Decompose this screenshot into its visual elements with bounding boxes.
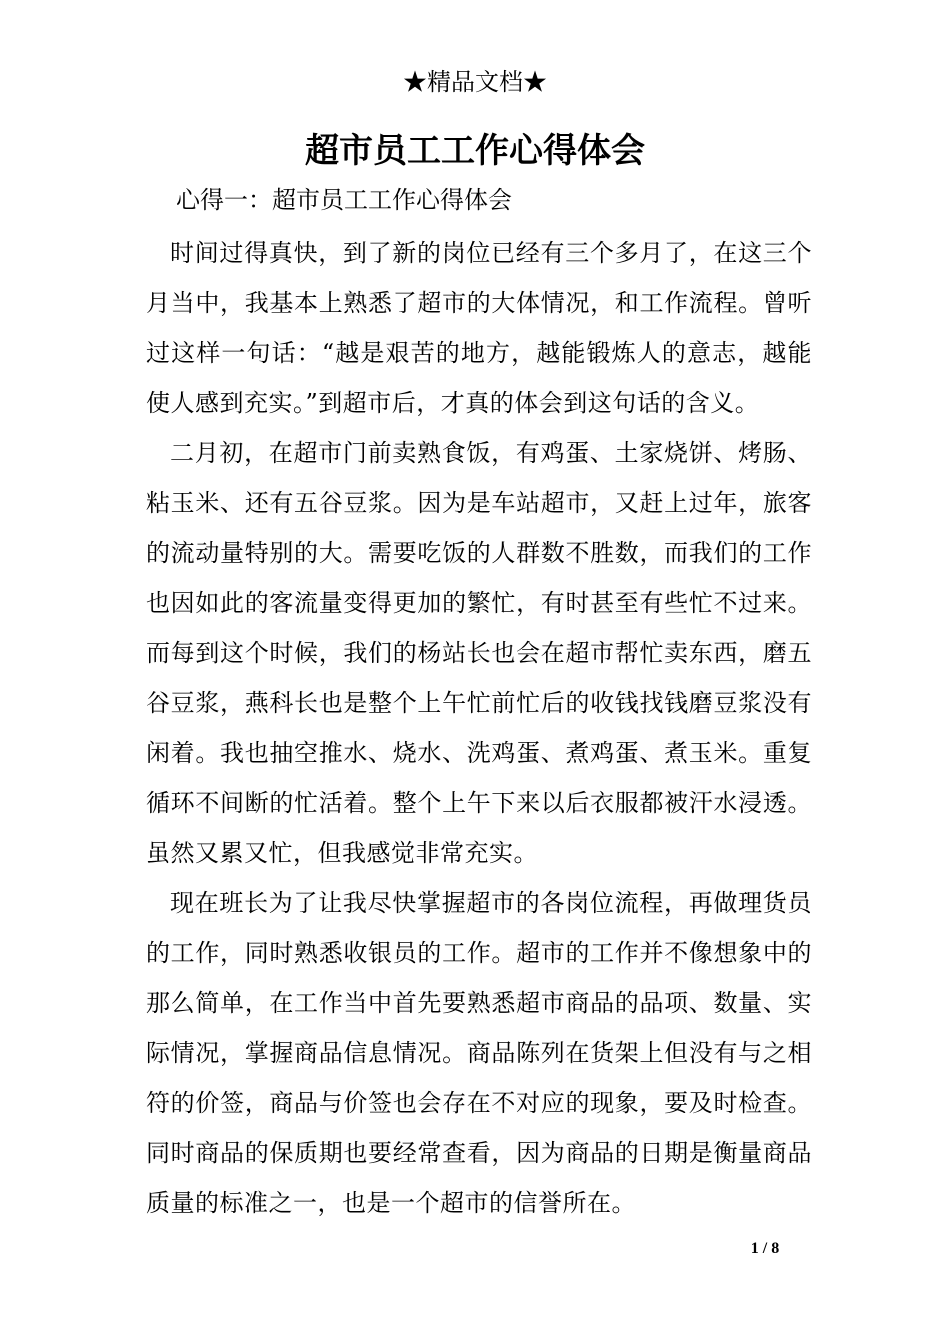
page-number: 1 / 8 — [750, 1240, 780, 1257]
paragraph-1: 时间过得真快，到了新的岗位已经有三个多月了，在这三个月当中，我基本上熟悉了超市的大体情况，和工作流程。曾听过这样一句话：“越是艰苦的地方，越能锻炼人的意志，越能使人感到充实。”到超市后，才真的体会到这句话的含义。 — [146, 239, 812, 417]
document-subtitle: 心得一：超市员工工作心得体会 — [176, 186, 512, 214]
paragraph-2: 二月初，在超市门前卖熟食饭，有鸡蛋、土家烧饼、烤肠、粘玉米、还有五谷豆浆。因为是车站超市，又赶上过年，旅客的流动量特别的大。需要吃饭的人群数不胜数，而我们的工作也因如此的客流量变得更加的繁忙，有时甚至有些忙不过来。而每到这个时候，我们的杨站长也会在超市帮忙卖东西，磨五谷豆浆，燕科长也是整个上午忙前忙后的收钱找钱磨豆浆没有闲着。我也抽空推水、烧水、洗鸡蛋、煮鸡蛋、煮玉米。重复循环不间断的忙活着。整个上午下来以后衣服都被汗水浸透。虽然又累又忙，但我感觉非常充实。 — [146, 439, 812, 867]
paragraph-3: 现在班长为了让我尽快掌握超市的各岗位流程，再做理货员的工作，同时熟悉收银员的工作。超市的工作并不像想象中的那么简单，在工作当中首先要熟悉超市商品的品项、数量、实际情况，掌握商品信息情况。商品陈列在货架上但没有与之相符的价签，商品与价签也会存在不对应的现象，要及时检查。同时商品的保质期也要经常查看，因为商品的日期是衡量商品质量的标准之一，也是一个超市的信誉所在。 — [146, 889, 812, 1217]
document-body — [146, 228, 812, 1228]
page-header: ★精品文档★ — [403, 68, 547, 96]
document-title: 超市员工工作心得体会 — [305, 131, 645, 171]
